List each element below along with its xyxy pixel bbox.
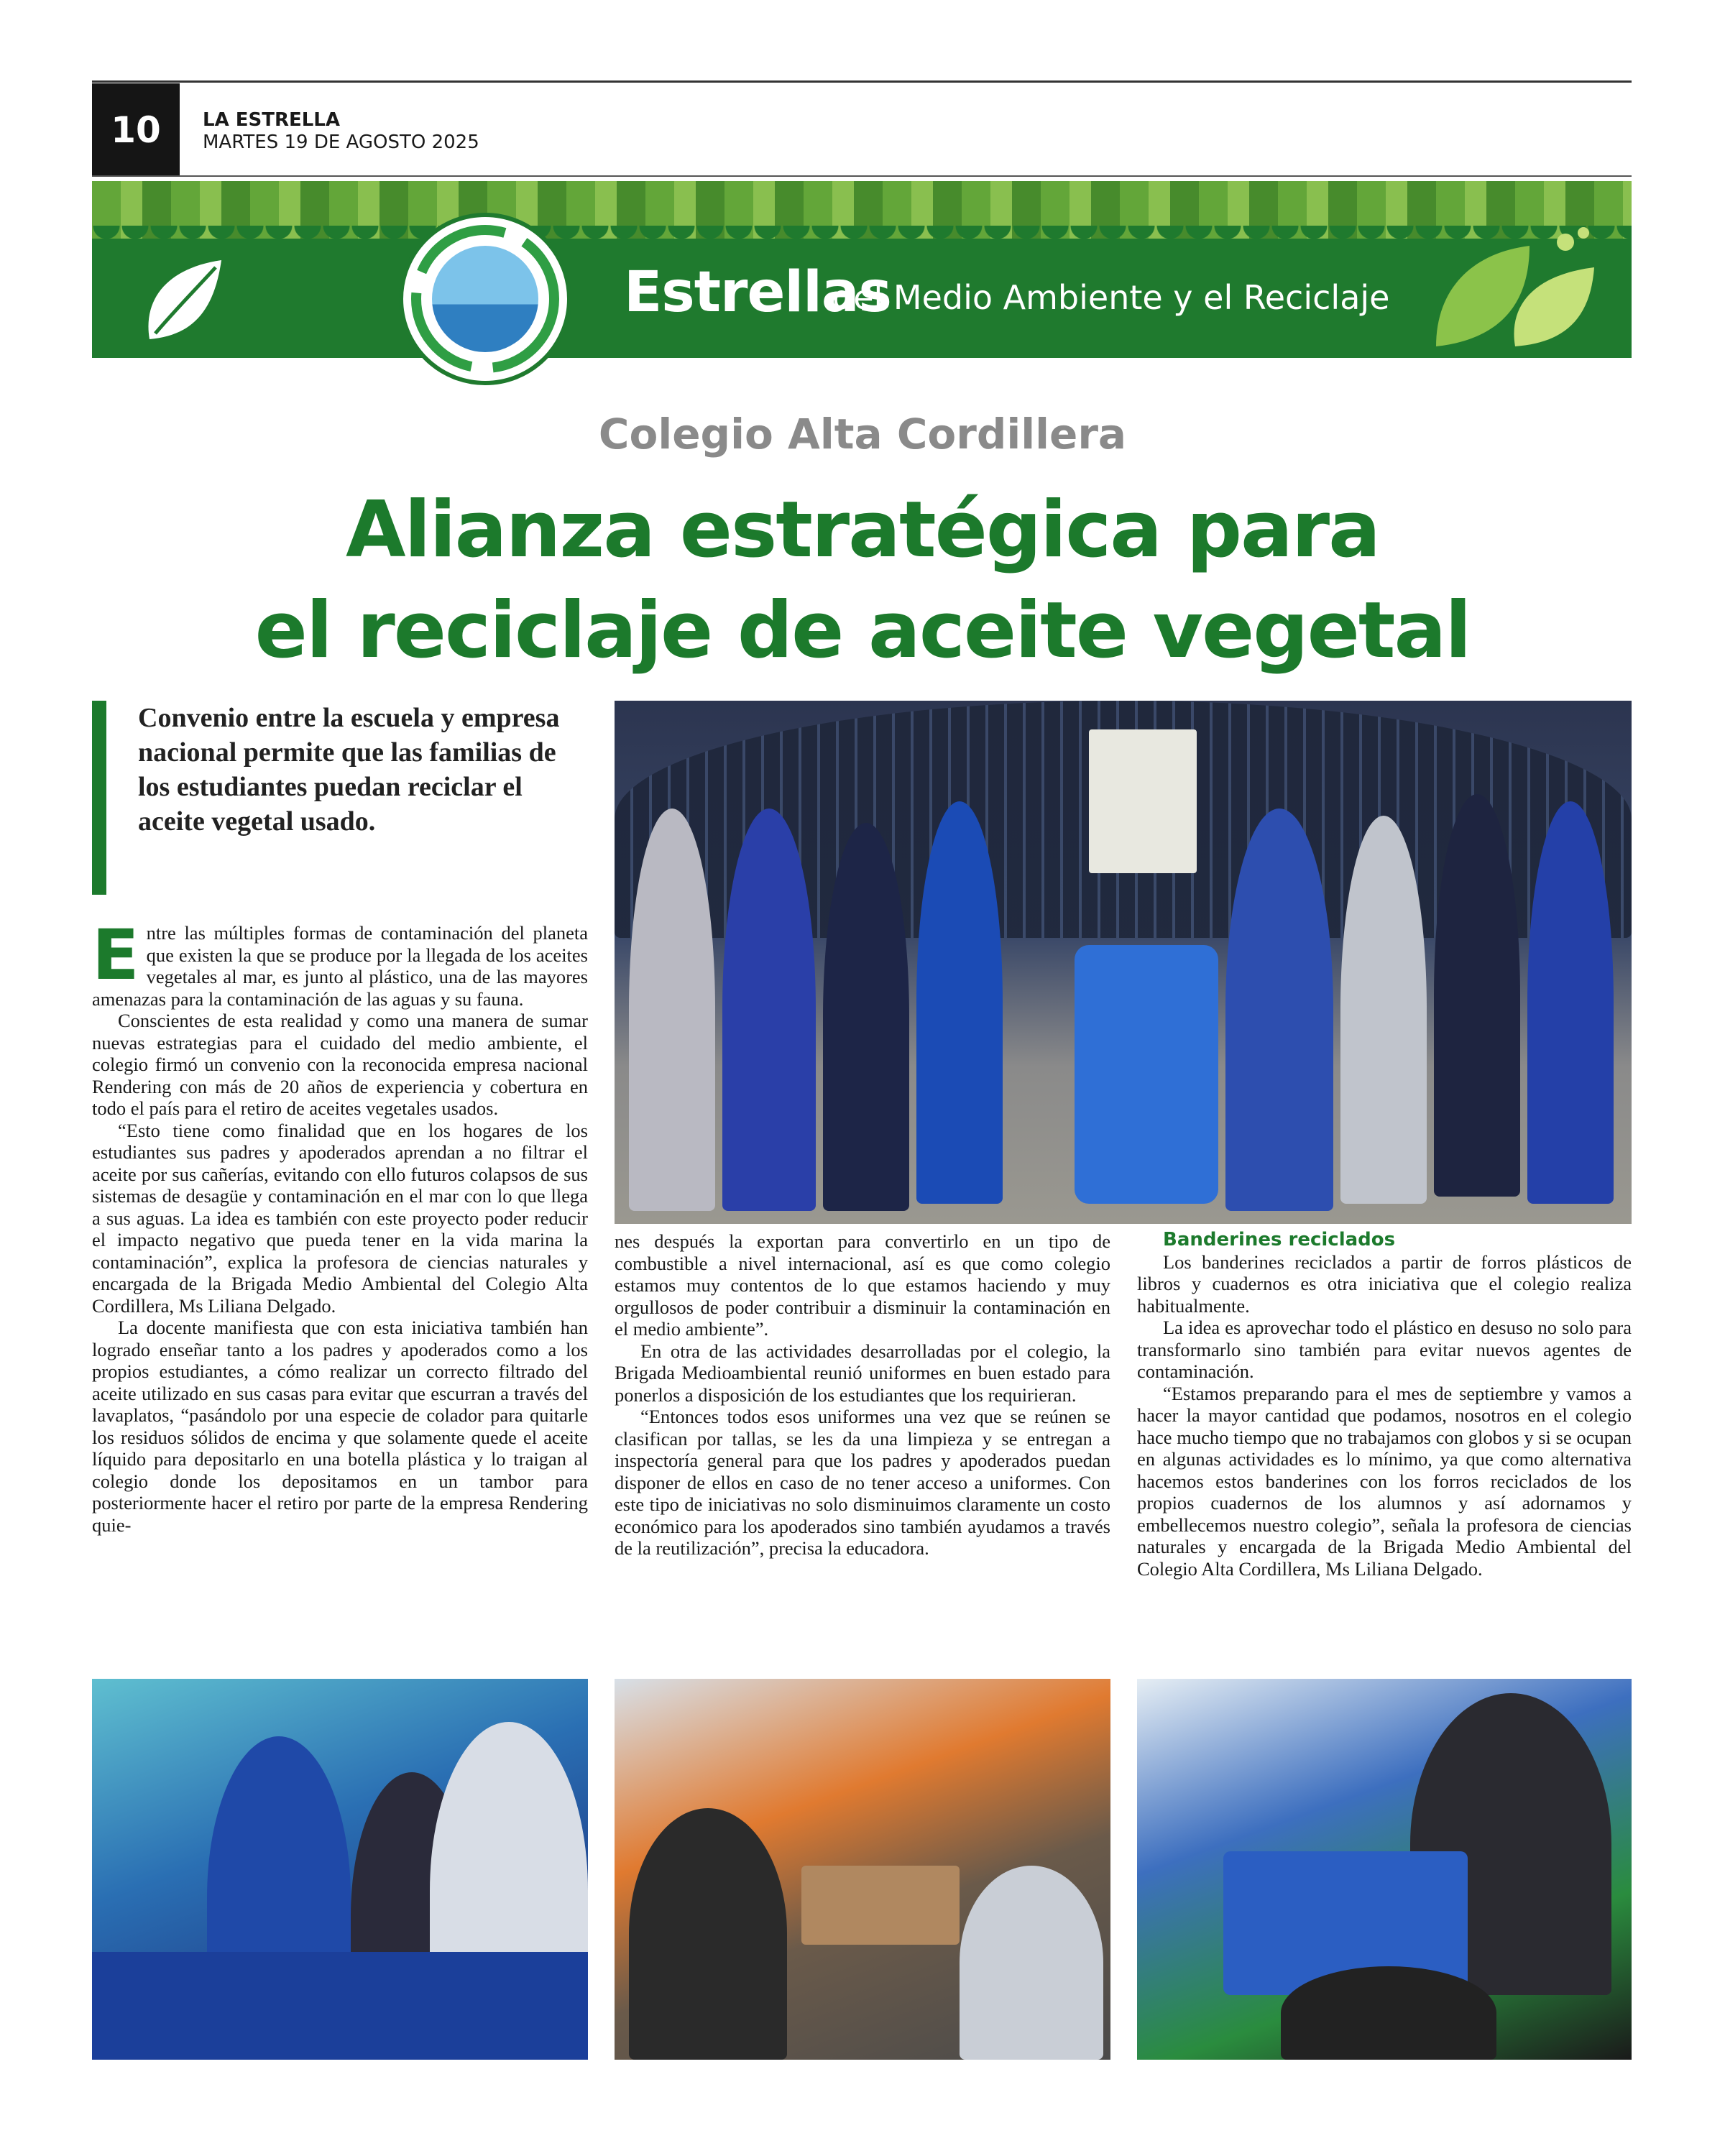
header-top-rule	[92, 80, 1632, 83]
col3-paragraph-3: “Estamos preparando para el mes de septiembre y vamos a hacer la mayor cantidad que podamos, nosotros en el colegio hace mucho tiempo que no trabajamos con globos y si se ocupan en algunas actividades es lo mínimo, ya que como alternativa hacemos estos banderines con los forros reciclados de los propios cuadernos de los alumnos y así adornamos y embellecemos nuestro colegio”, señala la profesora de ciencias naturales y encargada de la Brigada Medio Ambiental del Colegio Alta Cordillera, Ms Liliana Delgado.	[1137, 1382, 1632, 1580]
recycle-arrows-icon	[403, 217, 567, 381]
drop-cap: E	[92, 915, 139, 995]
article-column-1	[92, 915, 588, 1536]
col2-paragraph-2: En otra de las actividades desarrolladas por el colegio, la Brigada Medioambiental reunió uniformes en buen estado para ponerlos a disposición de los estudiantes que los requirieran.	[615, 1340, 1110, 1406]
lead-accent-bar	[92, 701, 106, 895]
header-bottom-rule	[92, 175, 1632, 177]
leaves-icon	[1422, 224, 1609, 354]
section-subhead: Banderines reciclados	[1163, 1229, 1396, 1250]
article-column-2	[615, 1230, 1110, 1560]
article-column-3	[1137, 1229, 1632, 1580]
col2-paragraph-3: “Entonces todos esos uniformes una vez que se reúnen se clasifican por tallas, se les da una limpieza y se entregan a inspectoría general para que los padres y apoderados puedan disponer de ellos en caso de no tener acceso a uniformes. Con este tipo de iniciativas no solo disminuimos claramente un costo económico para los apoderados sino también ayudamos a través de la reutilización”, precisa la educadora.	[615, 1406, 1110, 1559]
col1-paragraph-4: La docente manifiesta que con esta iniciativa también han logrado enseñar tanto a los padres y apoderados como a los propios estudiantes, a cómo realizar un correcto filtrado del aceite utilizado en sus casas para evitar que escurran a través del lavaplatos, “pasándolo por una especie de colador para quitarle los residuos sólidos de encima y que solamente quede el aceite líquido para depositarlo en una botella plástica y lo traigan al colegio donde los depositamos en un tambor para posteriormente hacer el retiro por parte de la empresa Rendering quie-	[92, 1317, 588, 1536]
main-photo-students-with-drum	[615, 701, 1632, 1224]
photo-students-sorting-clothes	[1137, 1679, 1632, 2060]
page-number: 10	[92, 83, 180, 177]
leaf-icon	[135, 253, 243, 346]
photo-students-at-table	[615, 1679, 1110, 2060]
col2-paragraph-1: nes después la exportan para convertirlo en un tipo de combustible a nivel internacional, así es que como colegio estamos muy contentos de lo que estamos haciendo y muy orgullosos de poder contribuir a disminuir la contaminación en el medio ambiente”.	[615, 1230, 1110, 1340]
col3-paragraph-1: Los banderines reciclados a partir de forros plásticos de libros y cuadernos es otra iniciativa que el colegio realiza habitualmente.	[1137, 1250, 1632, 1317]
publication-name: LA ESTRELLA	[203, 109, 341, 131]
col1-paragraph-2: Conscientes de esta realidad y como una manera de sumar nuevas estrategias para el cuidado del medio ambiente, el colegio firmó un convenio con la reconocida empresa nacional Rendering con más de 20 años de experiencia y cobertura en todo el país para el retiro de aceites vegetales usados.	[92, 1010, 588, 1119]
col1-paragraph-1: ntre las múltiples formas de contaminación del planeta que existen la que se produce por la llegada de los aceites vegetales al mar, es junto al plástico, una de las mayores amenazas para la contaminación de las aguas y su fauna.	[92, 922, 588, 1010]
banner-subtitle: del Medio Ambiente y el Reciclaje	[832, 278, 1390, 317]
recycling-logo	[399, 213, 571, 385]
col3-paragraph-2: La idea es aprovechar todo el plástico en desuso no solo para transformarlo sino también para evitar nuevos agentes de contaminación.	[1137, 1317, 1632, 1382]
article-headline	[0, 480, 1725, 681]
article-kicker: Colegio Alta Cordillera	[598, 410, 1127, 459]
banner-title: Estrellas	[624, 260, 891, 325]
photo-students-folding-uniforms	[92, 1679, 588, 2060]
col1-paragraph-3: “Esto tiene como finalidad que en los hogares de los estudiantes sus padres y apoderados aprendan a no filtrar el aceite por sus cañerías, evitando con ello futuros colapsos de sus sistemas de desagüe y contaminación en el mar con lo que llega a sus aguas. La idea es también con este proyecto poder reducir el impacto negativo que pueda tener en la vida marina la contaminación”, explica la profesora de ciencias naturales y encargada de la Brigada Medio Ambiental del Colegio Alta Cordillera, Ms Liliana Delgado.	[92, 1119, 588, 1317]
headline-line-1: Alianza estratégica para	[345, 485, 1380, 575]
headline-line-2: el reciclaje de aceite vegetal	[254, 586, 1471, 676]
article-lead: Convenio entre la escuela y empresa nacional permite que las familias de los estudiantes puedan reciclar el aceite vegetal usado.	[138, 703, 560, 837]
leaf-pattern	[92, 181, 1632, 239]
publication-date: MARTES 19 DE AGOSTO 2025	[203, 132, 479, 153]
section-banner	[92, 181, 1632, 358]
